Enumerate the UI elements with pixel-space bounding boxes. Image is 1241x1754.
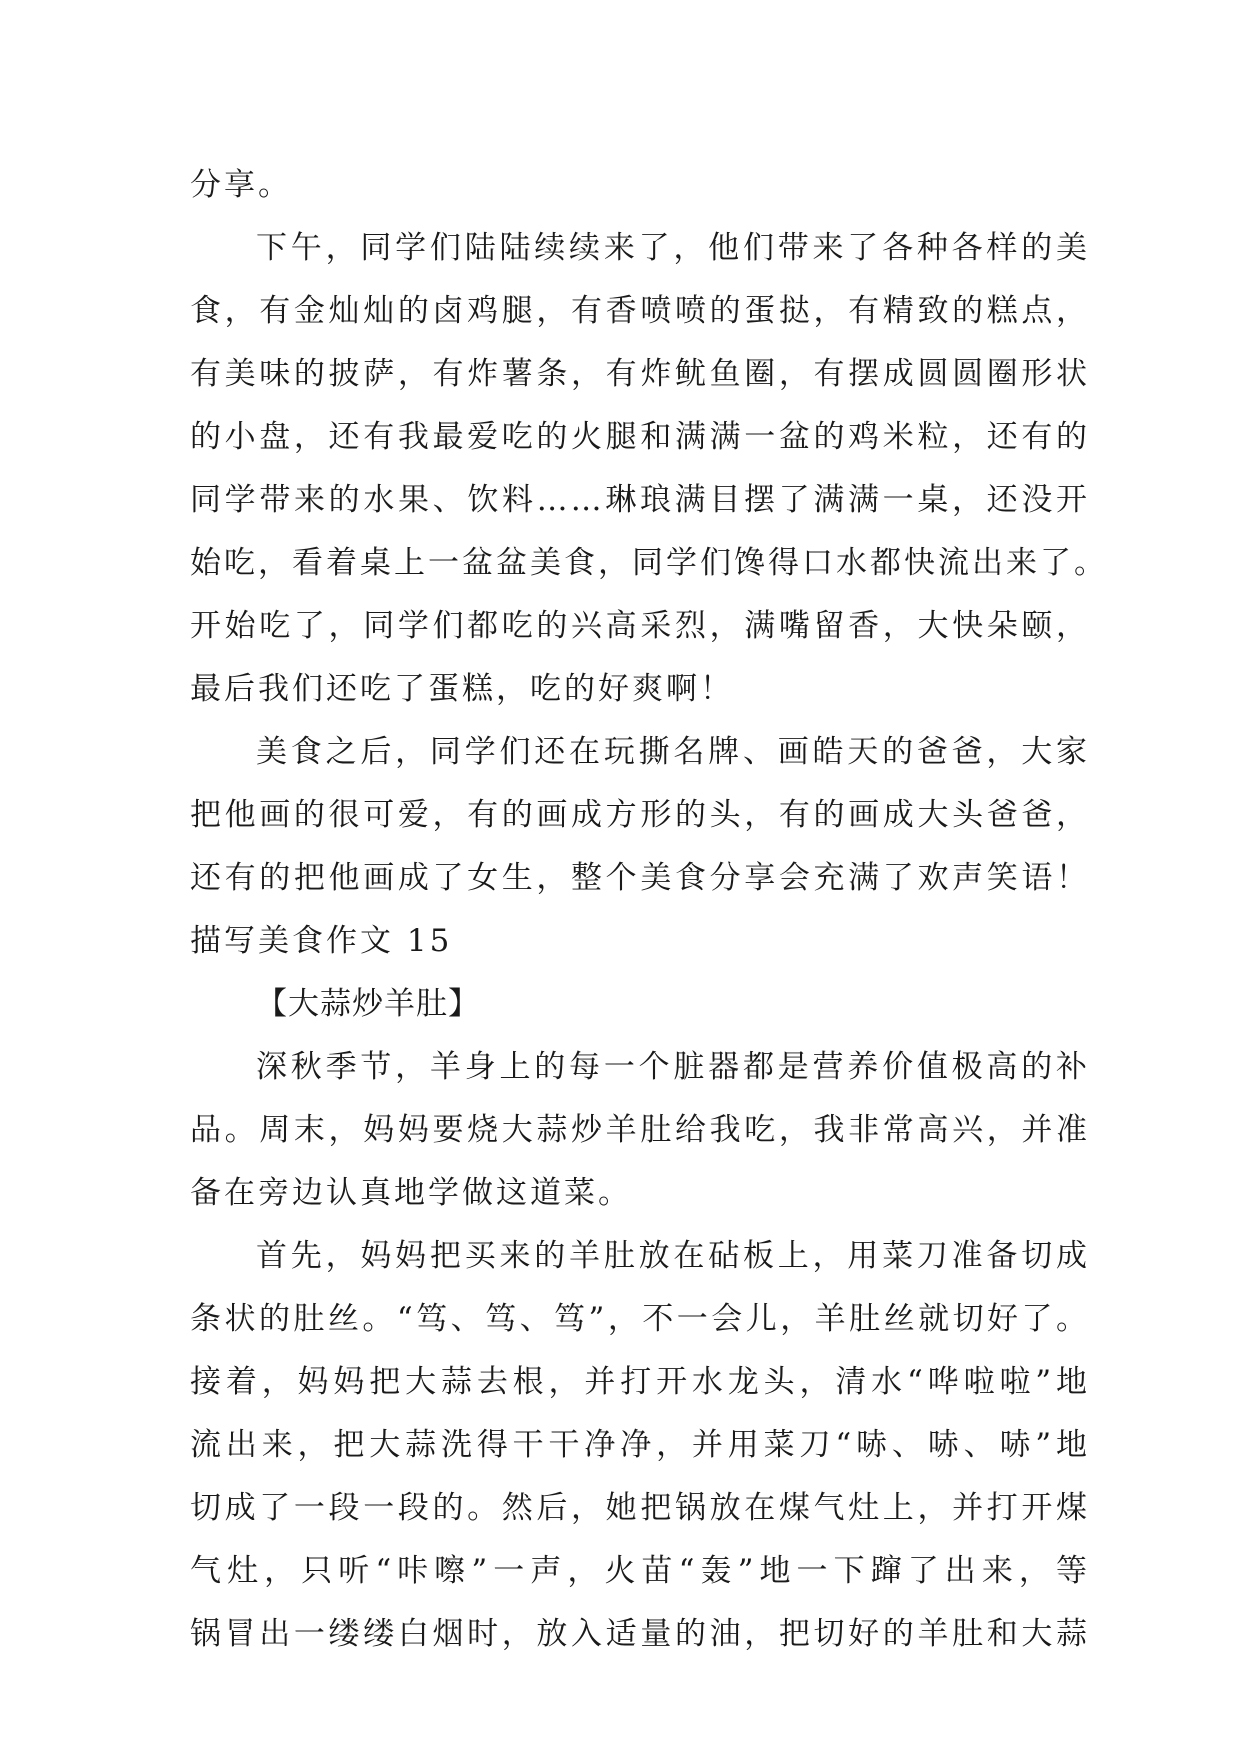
text-line: 还有的把他画成了女生，整个美食分享会充满了欢声笑语！ — [190, 860, 1090, 896]
text-line: 切成了一段一段的。然后，她把锅放在煤气灶上，并打开煤 — [190, 1490, 1090, 1526]
text-line: 始吃，看着桌上一盆盆美食，同学们馋得口水都快流出来了。 — [190, 545, 1108, 581]
text-line: 接着，妈妈把大蒜去根，并打开水龙头，清水“哗啦啦”地 — [190, 1364, 1090, 1400]
section-heading: 描写美食作文 15 — [190, 923, 453, 959]
text-line: 条状的肚丝。“笃、笃、笃”，不一会儿，羊肚丝就切好了。 — [190, 1301, 1090, 1337]
text-line: 锅冒出一缕缕白烟时，放入适量的油，把切好的羊肚和大蒜 — [190, 1616, 1090, 1652]
text-line: 最后我们还吃了蛋糕，吃的好爽啊！ — [190, 671, 734, 707]
subsection-title: 【大蒜炒羊肚】 — [256, 986, 480, 1022]
paragraph-first-line: 深秋季节，羊身上的每一个脏器都是营养价值极高的补 — [256, 1049, 1090, 1085]
text-line: 把他画的很可爱，有的画成方形的头，有的画成大头爸爸， — [190, 797, 1090, 833]
text-line: 分享。 — [190, 167, 292, 203]
text-line: 有美味的披萨，有炸薯条，有炸鱿鱼圈，有摆成圆圆圈形状 — [190, 356, 1090, 392]
text-line: 品。周末，妈妈要烧大蒜炒羊肚给我吃，我非常高兴，并准 — [190, 1112, 1090, 1148]
text-line: 开始吃了，同学们都吃的兴高采烈，满嘴留香，大快朵颐， — [190, 608, 1090, 644]
paragraph-first-line: 下午，同学们陆陆续续来了，他们带来了各种各样的美 — [256, 230, 1090, 266]
paragraph-first-line: 美食之后，同学们还在玩撕名牌、画皓天的爸爸，大家 — [256, 734, 1090, 770]
text-line: 同学带来的水果、饮料……琳琅满目摆了满满一桌，还没开 — [190, 482, 1090, 518]
text-line: 流出来，把大蒜洗得干干净净，并用菜刀“哧、哧、哧”地 — [190, 1427, 1090, 1463]
paragraph-first-line: 首先，妈妈把买来的羊肚放在砧板上，用菜刀准备切成 — [256, 1238, 1090, 1274]
text-line: 食，有金灿灿的卤鸡腿，有香喷喷的蛋挞，有精致的糕点， — [190, 293, 1090, 329]
text-line: 的小盘，还有我最爱吃的火腿和满满一盆的鸡米粒，还有的 — [190, 419, 1090, 455]
text-line: 备在旁边认真地学做这道菜。 — [190, 1175, 632, 1211]
text-line: 气灶，只听“咔嚓”一声，火苗“轰”地一下蹿了出来，等 — [190, 1553, 1090, 1589]
